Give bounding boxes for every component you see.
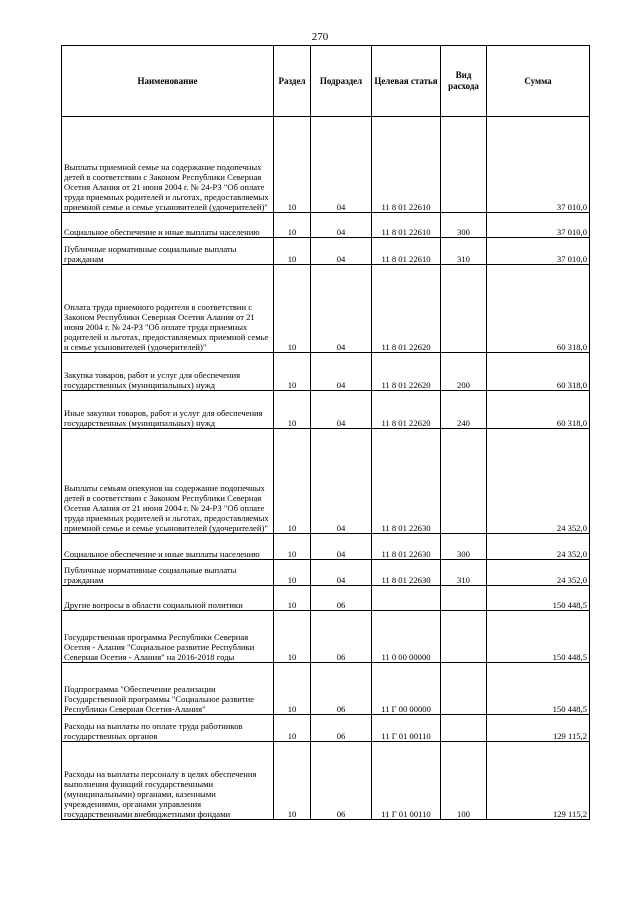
- row-celevaya: 11 Г 01 00110: [372, 715, 441, 742]
- row-vid: [441, 117, 487, 213]
- table-row: [62, 715, 590, 742]
- row-summa: 150 448,5: [487, 611, 590, 663]
- row-name: Выплаты приемной семье на содержание подопечных детей в соответствии с Законом Республики Северная Осетия Алания от 21 июня 2004 г. № 24-РЗ "Об оплате труда приемных родителей и льготах, предоставляемых приемной семье и семье усыновителей (удочерителей)": [62, 117, 274, 213]
- row-razdel: 10: [274, 663, 311, 715]
- table-row: [62, 353, 590, 391]
- row-razdel: 10: [274, 560, 311, 586]
- row-name: Иные закупки товаров, работ и услуг для обеспечения государственных (муниципальных) нужд: [62, 391, 274, 429]
- row-name: Государственная программа Республики Северная Осетия - Алания "Социальное развитие Республики Северная Осетия - Алания" на 2016-2018 годы: [62, 611, 274, 663]
- row-podrazdel: 04: [311, 213, 372, 238]
- row-name: Социальное обеспечение и иные выплаты населению: [62, 534, 274, 560]
- row-name: Публичные нормативные социальные выплаты гражданам: [62, 560, 274, 586]
- row-summa: 129 115,2: [487, 715, 590, 742]
- row-name: Публичные нормативные социальные выплаты гражданам: [62, 238, 274, 265]
- row-podrazdel: 04: [311, 391, 372, 429]
- row-name: Социальное обеспечение и иные выплаты населению: [62, 213, 274, 238]
- row-podrazdel: 04: [311, 265, 372, 353]
- row-name: Подпрограмма "Обеспечение реализации Государственной программы "Социальное развитие Республики Северная Осетия-Алания": [62, 663, 274, 715]
- table-row: [62, 663, 590, 715]
- row-summa: 24 352,0: [487, 534, 590, 560]
- row-razdel: 10: [274, 238, 311, 265]
- row-name: Расходы на выплаты персоналу в целях обеспечения выполнения функций государственными (муниципальными) органами, казенными учреждениями, органами управления государственными внебюджетными фондами: [62, 742, 274, 820]
- row-celevaya: 11 0 00 00000: [372, 611, 441, 663]
- row-podrazdel: 06: [311, 715, 372, 742]
- header-razdel: Раздел: [274, 46, 311, 117]
- row-summa: 37 010,0: [487, 238, 590, 265]
- row-summa: 60 318,0: [487, 265, 590, 353]
- row-vid: 200: [441, 353, 487, 391]
- budget-table: [61, 45, 590, 820]
- row-podrazdel: 06: [311, 742, 372, 820]
- row-vid: 300: [441, 534, 487, 560]
- row-podrazdel: 04: [311, 117, 372, 213]
- row-name: Оплата труда приемного родителя в соответствии с Законом Республики Северная Осетия Алания от 21 июня 2004 г. № 24-РЗ "Об оплате труда приемных родителей и льготах, предоставляемых приемной семье и семье усыновителей (удочерителей)": [62, 265, 274, 353]
- row-summa: 37 010,0: [487, 117, 590, 213]
- row-celevaya: 11 8 01 22630: [372, 429, 441, 534]
- row-name: Выплаты семьям опекунов на содержание подопечных детей в соответствии с Законом Республики Северная Осетия Алания от 21 июня 2004 г. № 24-РЗ "Об оплате труда приемных родителей и льготах, предоставляемых приемной семье и семье усыновителей (удочерителей)": [62, 429, 274, 534]
- row-vid: [441, 715, 487, 742]
- row-summa: 150 448,5: [487, 663, 590, 715]
- table-row: [62, 534, 590, 560]
- row-summa: 24 352,0: [487, 429, 590, 534]
- row-celevaya: [372, 586, 441, 611]
- row-celevaya: 11 8 01 22610: [372, 117, 441, 213]
- header-vid: Вид расхода: [441, 46, 487, 117]
- table-row: [62, 213, 590, 238]
- row-razdel: 10: [274, 391, 311, 429]
- row-summa: 60 318,0: [487, 353, 590, 391]
- row-vid: 310: [441, 560, 487, 586]
- row-razdel: 10: [274, 586, 311, 611]
- row-razdel: 10: [274, 742, 311, 820]
- header-name: Наименование: [62, 46, 274, 117]
- header-celevaya: Целевая статья: [372, 46, 441, 117]
- row-summa: 24 352,0: [487, 560, 590, 586]
- row-vid: [441, 663, 487, 715]
- row-celevaya: 11 8 01 22610: [372, 238, 441, 265]
- row-razdel: 10: [274, 534, 311, 560]
- row-razdel: 10: [274, 213, 311, 238]
- header-summa: Сумма: [487, 46, 590, 117]
- row-razdel: 10: [274, 611, 311, 663]
- table-row: [62, 238, 590, 265]
- row-name: Расходы на выплаты по оплате труда работников государственных органов: [62, 715, 274, 742]
- row-vid: [441, 611, 487, 663]
- row-celevaya: 11 8 01 22630: [372, 534, 441, 560]
- row-summa: 37 010,0: [487, 213, 590, 238]
- table-row: [62, 560, 590, 586]
- row-podrazdel: 04: [311, 429, 372, 534]
- row-podrazdel: 06: [311, 611, 372, 663]
- row-podrazdel: 06: [311, 663, 372, 715]
- row-razdel: 10: [274, 715, 311, 742]
- row-celevaya: 11 8 01 22620: [372, 391, 441, 429]
- table-row: [62, 742, 590, 820]
- row-celevaya: 11 8 01 22610: [372, 213, 441, 238]
- table-row: [62, 391, 590, 429]
- row-celevaya: 11 8 01 22620: [372, 265, 441, 353]
- row-summa: 150 448,5: [487, 586, 590, 611]
- row-podrazdel: 04: [311, 238, 372, 265]
- row-name: Другие вопросы в области социальной политики: [62, 586, 274, 611]
- table-row: [62, 117, 590, 213]
- row-razdel: 10: [274, 265, 311, 353]
- row-name: Закупка товаров, работ и услуг для обеспечения государственных (муниципальных) нужд: [62, 353, 274, 391]
- row-vid: 310: [441, 238, 487, 265]
- row-vid: [441, 586, 487, 611]
- row-podrazdel: 06: [311, 586, 372, 611]
- row-vid: [441, 265, 487, 353]
- row-vid: 240: [441, 391, 487, 429]
- page-number: 270: [311, 31, 329, 43]
- table-row: [62, 586, 590, 611]
- row-celevaya: 11 8 01 22620: [372, 353, 441, 391]
- table-row: [62, 265, 590, 353]
- row-vid: [441, 429, 487, 534]
- row-razdel: 10: [274, 353, 311, 391]
- row-celevaya: 11 8 01 22630: [372, 560, 441, 586]
- row-podrazdel: 04: [311, 560, 372, 586]
- table-row: [62, 429, 590, 534]
- row-razdel: 10: [274, 117, 311, 213]
- row-podrazdel: 04: [311, 534, 372, 560]
- row-summa: 129 115,2: [487, 742, 590, 820]
- row-summa: 60 318,0: [487, 391, 590, 429]
- row-razdel: 10: [274, 429, 311, 534]
- header-row: [62, 46, 590, 117]
- row-vid: 100: [441, 742, 487, 820]
- row-celevaya: 11 Г 01 00110: [372, 742, 441, 820]
- row-vid: 300: [441, 213, 487, 238]
- header-podrazdel: Подраздел: [311, 46, 372, 117]
- row-celevaya: 11 Г 00 00000: [372, 663, 441, 715]
- table-row: [62, 611, 590, 663]
- row-podrazdel: 04: [311, 353, 372, 391]
